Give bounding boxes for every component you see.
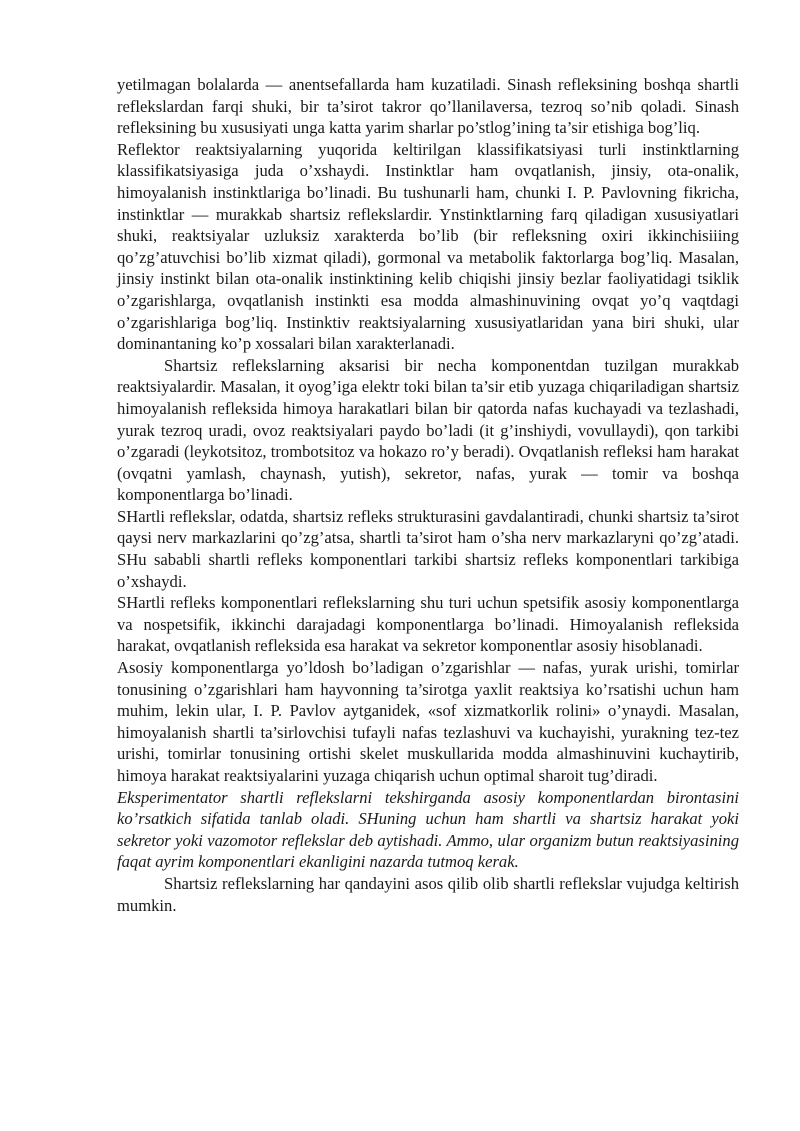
paragraph-6: Asosiy komponentlarga yo’ldosh bo’ladigan o’zgarishlar — nafas, yurak urishi, tomirlar tonusining o’zgarishlari ham hayvonning ta’sirotga yaxlit reaktsiya ko’rsatishi uchun ham muhim, lekin ular, I. P. Pavlov aytganidek, «sof xizmatkorlik rolini» o’ynaydi. Masalan, himoyalanish shartli ta’sirlovchisi tufayli nafas tezlashuvi va kuchayishi, yurakning tez-tez urishi, tomirlar tonusining ortishi skelet muskullarida modda almashinuvini kuchaytirib, himoya harakat reaktsiyalarini yuzaga chiqarish uchun optimal sharoit tug’diradi. xyxy=(117,658,739,785)
paragraph-3: Shartsiz reflekslarning aksarisi bir necha komponentdan tuzilgan murakkab reaktsiyalardir. Masalan, it oyog’iga elektr toki bilan ta’sir etib yuzaga chiqariladigan shartsiz himoyalanish refleksida himoya harakatlari bilan bir qatorda nafas kuchayadi va tezlashadi, yurak tezroq uradi, ovoz reaktsiyalari paydo bo’ladi (it g’inshiydi, vovullaydi), qon tarkibi o’zgaradi (leykotsitoz, trombotsitoz va hokazo ro’y beradi). Ovqatlanish refleksi ham harakat (ovqatni yamlash, chaynash, yutish), sekretor, nafas, yurak — tomir va boshqa komponentlarga bo’linadi. xyxy=(117,355,739,505)
paragraph-2: Reflektor reaktsiyalarning yuqorida keltirilgan klassifikatsiyasi turli instinktlarning klassifikatsiyasiga juda o’xshaydi. Instinktlar ham ovqatlanish, jinsiy, ota-onalik, himoyalanish instinktlariga bo’linadi. Bu tushunarli ham, chunki I. P. Pavlovning fikricha, instinktlar — murakkab shartsiz reflekslardir. Ynstinktlarning farq qiladigan xususiyatlari shuki, reaktsiyalar uzluksiz xarakterda bo’lib (bir refleksning oxiri ikkinchisiiing qo’zg’atuvchisi bo’lib xizmat qiladi), gormonal va metabolik faktorlarga bog’liq. Masalan, jinsiy instinkt bilan ota-onalik instinktining kelib chiqishi jinsiy bezlar faoliyatidagi tsiklik o’zgarishlarga, ovqatlanish instinkti esa modda almashinuvining ovqat yo’q vaqtdagi o’zgarishlariga bog’liq. Instinktiv reaktsiyalarning xususiyatlaridan yana biri shuki, ular dominantaning ko’p xossalari bilan xarakterlanadi. xyxy=(117,139,739,354)
paragraph-8: Shartsiz reflekslarning har qandayini asos qilib olib shartli reflekslar vujudga keltirish mumkin. xyxy=(117,873,739,915)
document-page xyxy=(117,74,739,916)
paragraph-5: SHartli refleks komponentlari reflekslarning shu turi uchun spetsifik asosiy komponentlarga va nospetsifik, ikkinchi darajadagi komponentlarga bo’linadi. Himoyalanish refleksida harakat, ovqatlanish refleksida esa harakat va sekretor komponentlar asosiy hisoblanadi. xyxy=(117,593,739,656)
paragraph-7-italic-note: Eksperimentator shartli reflekslarni tekshirganda asosiy komponentlardan birontasini ko’rsatkich sifatida tanlab oladi. SHuning uchun ham shartli va shartsiz harakat yoki sekretor yoki vazomotor reflekslar deb aytishadi. Ammo, ular organizm butun reaktsiyasining faqat ayrim komponentlari ekanligini nazarda tutmoq kerak. xyxy=(117,787,739,872)
paragraph-1: yetilmagan bolalarda — anentsefallarda ham kuzatiladi. Sinash refleksining boshqa shartli reflekslardan farqi shuki, bir ta’sirot takror qo’llanilaversa, tezroq so’nib qoladi. Sinash refleksining bu xususiyati unga katta yarim sharlar po’stlog’ining ta’sir etishiga bog’liq. xyxy=(117,75,739,138)
paragraph-4: SHartli reflekslar, odatda, shartsiz refleks strukturasini gavdalantiradi, chunki shartsiz ta’sirot qaysi nerv markazlarini qo’zg’atsa, shartli ta’sirot ham o’sha nerv markazlaryni qo’zg’atadi. SHu sababli shartli refleks komponentlari tarkibi shartsiz refleks komponentlari tarkibiga o’xshaydi. xyxy=(117,506,739,591)
